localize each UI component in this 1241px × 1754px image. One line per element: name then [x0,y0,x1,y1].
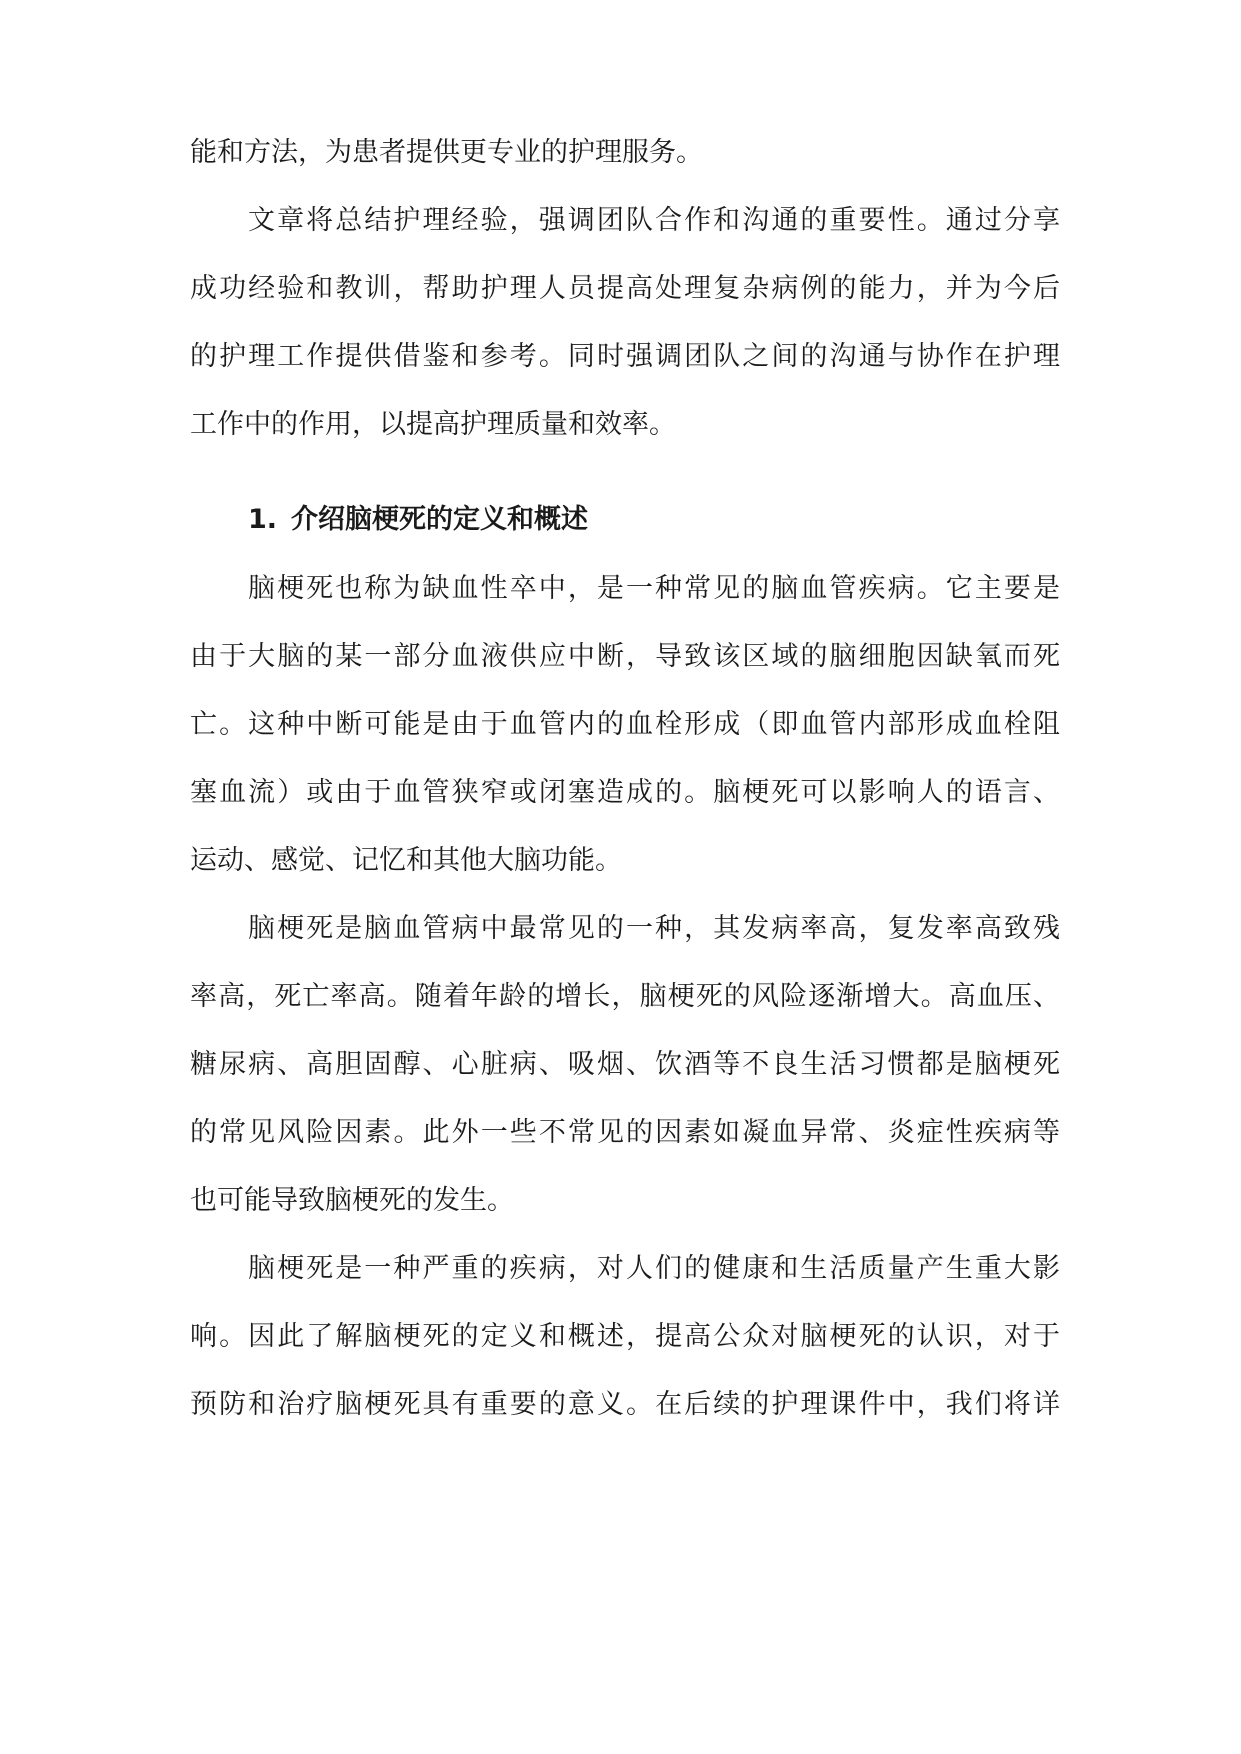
paragraph-line: 脑梗死是一种严重的疾病，对人们的健康和生活质量产生重大影 [248,1253,1060,1284]
paragraph-line: 能和方法，为患者提供更专业的护理服务。 [190,137,703,168]
paragraph-line: 运动、感觉、记忆和其他大脑功能。 [190,845,622,876]
section-number: 1. [248,504,278,535]
paragraph-line: 脑梗死是脑血管病中最常见的一种，其发病率高，复发率高致残 [248,913,1060,944]
paragraph-line: 的常见风险因素。此外一些不常见的因素如凝血异常、炎症性疾病等 [190,1117,1060,1148]
paragraph-line: 也可能导致脑梗死的发生。 [190,1185,514,1216]
section-title: 介绍脑梗死的定义和概述 [291,504,589,535]
paragraph-line: 的护理工作提供借鉴和参考。同时强调团队之间的沟通与协作在护理 [190,341,1060,372]
paragraph-line: 预防和治疗脑梗死具有重要的意义。在后续的护理课件中，我们将详 [190,1389,1060,1420]
paragraph-line: 由于大脑的某一部分血液供应中断，导致该区域的脑细胞因缺氧而死 [190,641,1060,672]
paragraph-line: 脑梗死也称为缺血性卒中，是一种常见的脑血管疾病。它主要是 [248,573,1060,604]
section-heading [248,502,588,538]
paragraph-line: 率高，死亡率高。随着年龄的增长，脑梗死的风险逐渐增大。高血压、 [190,981,1060,1012]
paragraph-line: 塞血流）或由于血管狭窄或闭塞造成的。脑梗死可以影响人的语言、 [190,777,1060,808]
paragraph-line: 亡。这种中断可能是由于血管内的血栓形成（即血管内部形成血栓阻 [190,709,1060,740]
paragraph-line: 工作中的作用，以提高护理质量和效率。 [190,409,676,440]
paragraph-line: 成功经验和教训，帮助护理人员提高处理复杂病例的能力，并为今后 [190,273,1060,304]
paragraph-line: 响。因此了解脑梗死的定义和概述，提高公众对脑梗死的认识，对于 [190,1321,1060,1352]
paragraph-line: 糖尿病、高胆固醇、心脏病、吸烟、饮酒等不良生活习惯都是脑梗死 [190,1049,1060,1080]
paragraph-line: 文章将总结护理经验，强调团队合作和沟通的重要性。通过分享 [248,205,1060,236]
